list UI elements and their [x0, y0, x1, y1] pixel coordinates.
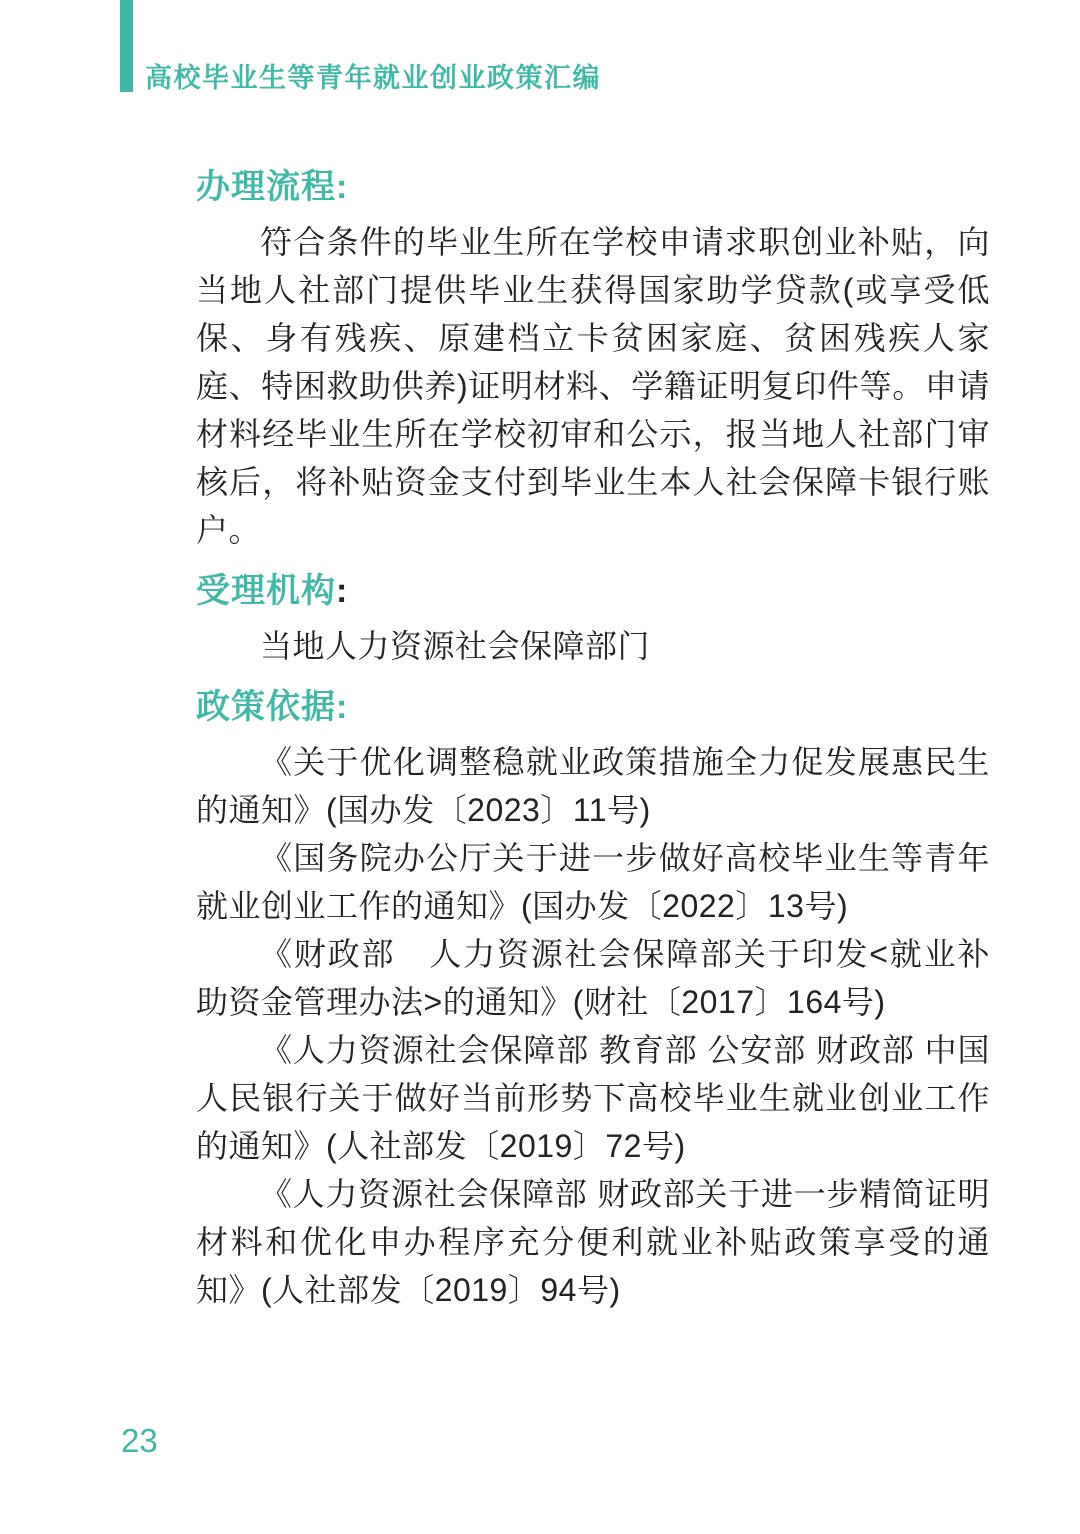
content-area — [196, 160, 990, 1314]
header-accent-bar — [120, 0, 133, 92]
section-heading-policy-basis — [196, 680, 990, 734]
page-number: 23 — [121, 1422, 158, 1459]
section-heading-process-text: 办理流程 — [196, 168, 336, 206]
paragraph-reference-1: 《关于优化调整稳就业政策措施全力促发展惠民生的通知》(国办发〔2023〕11号) — [196, 744, 990, 828]
paragraph-agency: 当地人力资源社会保障部门 — [260, 628, 651, 664]
section-heading-process — [196, 160, 990, 214]
paragraph-reference-5: 《人力资源社会保障部 财政部关于进一步精简证明材料和优化申办程序充分便利就业补贴政策享受的通知》(人社部发〔2019〕94号) — [196, 1176, 990, 1308]
paragraph-reference-2: 《国务院办公厅关于进一步做好高校毕业生等青年就业创业工作的通知》(国办发〔2022〕13号) — [196, 840, 990, 924]
section-heading-agency-colon: : — [336, 572, 349, 610]
section-heading-policy-basis-text: 政策依据 — [196, 688, 336, 726]
document-header-title: 高校毕业生等青年就业创业政策汇编 — [145, 63, 601, 93]
paragraph-reference-4: 《人力资源社会保障部 教育部 公安部 财政部 中国人民银行关于做好当前形势下高校毕业生就业创业工作的通知》(人社部发〔2019〕72号) — [196, 1032, 990, 1164]
section-heading-process-colon: : — [336, 168, 349, 206]
section-heading-policy-basis-colon: : — [336, 688, 349, 726]
paragraph-reference-3: 《财政部 人力资源社会保障部关于印发<就业补助资金管理办法>的通知》(财社〔2017〕164号) — [196, 936, 990, 1020]
section-heading-agency — [196, 564, 990, 618]
paragraph-process: 符合条件的毕业生所在学校申请求职创业补贴，向当地人社部门提供毕业生获得国家助学贷款(或享受低保、身有残疾、原建档立卡贫困家庭、贫困残疾人家庭、特困救助供养)证明材料、学籍证明复印件等。申请材料经毕业生所在学校初审和公示，报当地人社部门审核后，将补贴资金支付到毕业生本人社会保障卡银行账户。 — [196, 224, 990, 548]
section-heading-agency-text: 受理机构 — [196, 572, 336, 610]
